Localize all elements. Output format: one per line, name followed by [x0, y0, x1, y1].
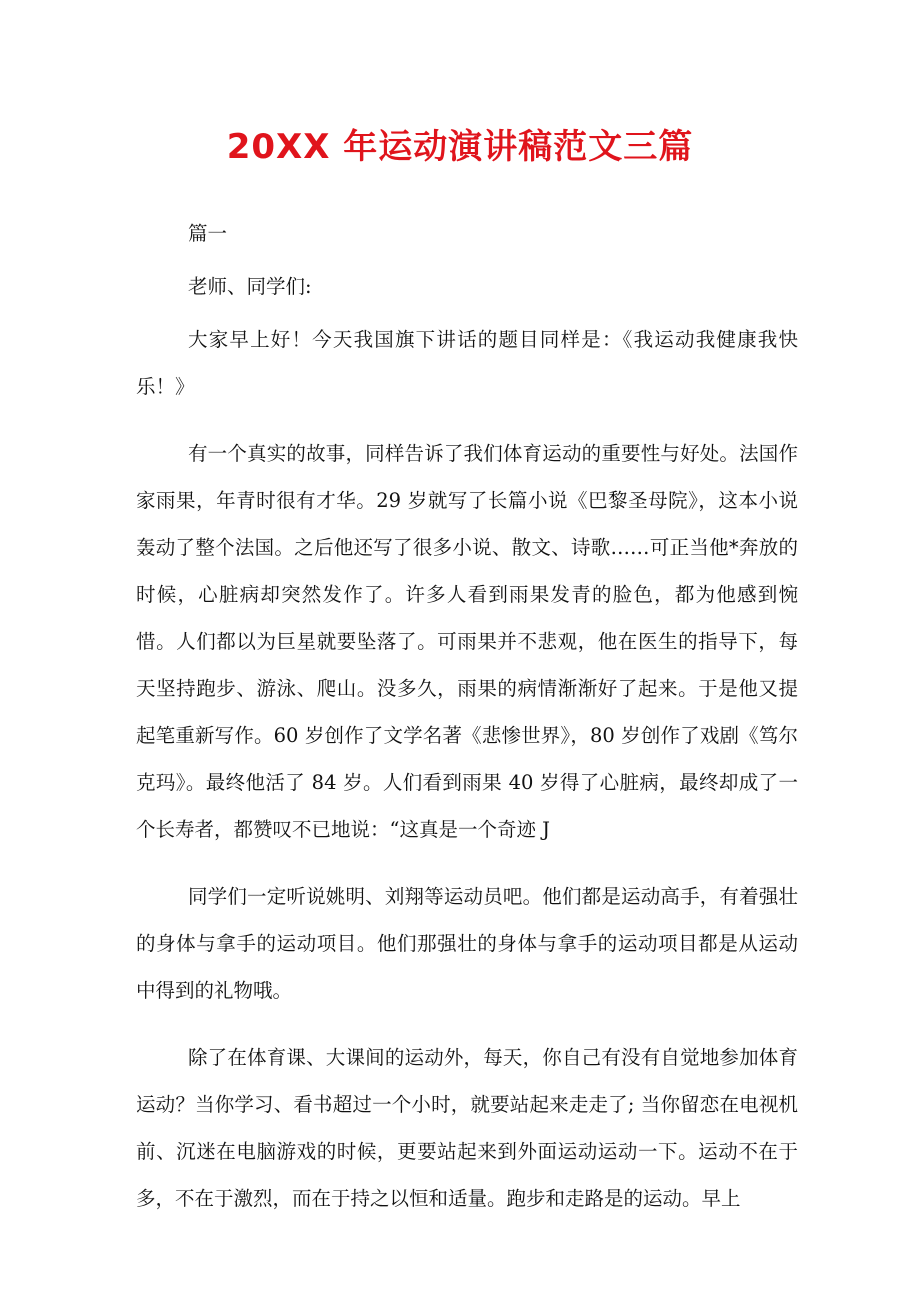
paragraph: 除了在体育课、大课间的运动外，每天，你自己有没有自觉地参加体育运动？当你学习、看书超过一个小时，就要站起来走走了; 当你留恋在电视机前、沉迷在电脑游戏的时候，更要站起来到外面运动运动一下。运动不在于多，不在于激烈，而在于持之以恒和适量。跑步和走路是的运动。早上: [136, 1046, 798, 1210]
paragraph: 大家早上好！今天我国旗下讲话的题目同样是：《我运动我健康我快乐！》: [136, 328, 798, 398]
paragraph: 同学们一定听说姚明、刘翔等运动员吧。他们都是运动高手，有着强壮的身体与拿手的运动项目。他们那强壮的身体与拿手的运动项目都是从运动中得到的礼物哦。: [136, 885, 798, 1002]
salutation: 老师、同学们:: [188, 275, 312, 298]
document-title: 20XX 年运动演讲稿范文三篇: [226, 127, 694, 167]
paragraph: 有一个真实的故事，同样告诉了我们体育运动的重要性与好处。法国作家雨果，年青时很有才华。29 岁就写了长篇小说《巴黎圣母院》，这本小说轰动了整个法国。之后他还写了很多小说、散文、诗歌……可正当他*奔放的时候，心脏病却突然发作了。许多人看到雨果发青的脸色，都为他感到惋惜。人们都以为巨星就要坠落了。可雨果并不悲观，他在医生的指导下，每天坚持跑步、游泳、爬山。没多久，雨果的病情渐渐好了起来。于是他又提起笔重新写作。60 岁创作了文学名著《悲惨世界》，80 岁创作了戏剧《笃尔克玛》。最终他活了 84 岁。人们看到雨果 40 岁得了心脏病，最终却成了一个长寿者，都赞叹不已地说：“这真是一个奇迹 J: [136, 442, 798, 841]
document-body: [136, 210, 798, 1242]
section-heading: 篇一: [188, 222, 228, 245]
